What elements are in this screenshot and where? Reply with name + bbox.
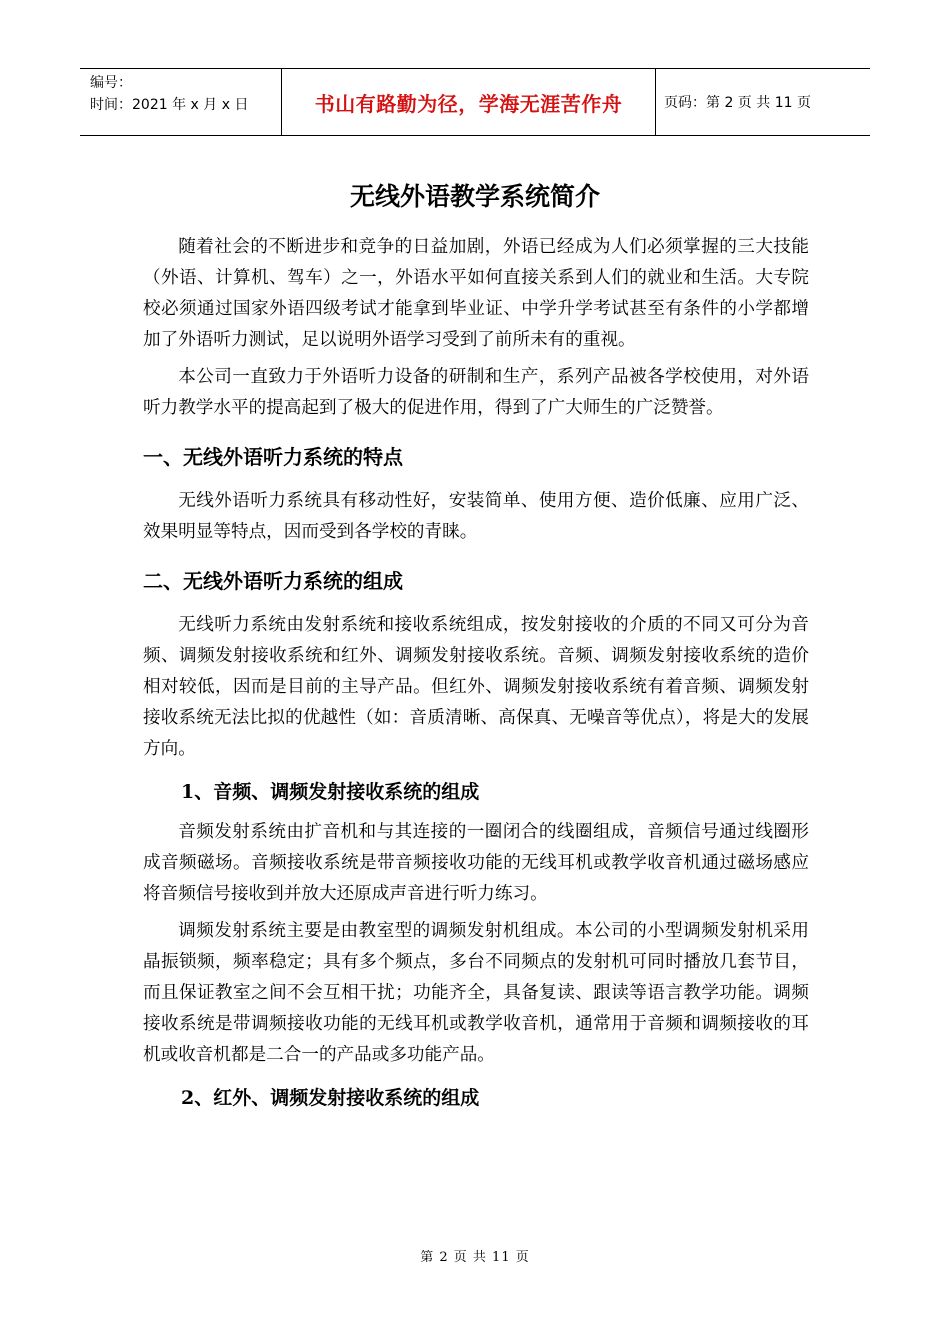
- section-heading: 一、无线外语听力系统的特点: [143, 445, 403, 469]
- page-footer: 第 2 页 共 11 页: [420, 1250, 530, 1265]
- intro-paragraph: 随着社会的不断进步和竞争的日益加剧，外语已经成为人们必须掌握的三大技能（外语、计算机、驾车）之一，外语水平如何直接关系到人们的就业和生活。大专院校必须通过国家外语四级考试才能拿到毕业证、中学升学考试甚至有条件的小学都增加了外语听力测试，足以说明外语学习受到了前所未有的重视。: [143, 237, 809, 350]
- document-title: 无线外语教学系统简介: [349, 182, 600, 211]
- section-heading: 二、无线外语听力系统的组成: [143, 569, 403, 593]
- header-page-info: 页码：第 2 页 共 11 页: [664, 95, 811, 111]
- subsection-paragraph: 音频发射系统由扩音机和与其连接的一圈闭合的线圈组成，音频信号通过线圈形成音频磁场。音频接收系统是带音频接收功能的无线耳机或教学收音机通过磁场感应将音频信号接收到并放大还原成声音进行听力练习。: [143, 822, 809, 904]
- section-paragraph: 无线听力系统由发射系统和接收系统组成，按发射接收的介质的不同又可分为音频、调频发射接收系统和红外、调频发射接收系统。音频、调频发射接收系统的造价相对较低，因而是目前的主导产品。但红外、调频发射接收系统有着音频、调频发射接收系统无法比拟的优越性（如：音质清晰、高保真、无噪音等优点），将是大的发展方向。: [143, 615, 809, 759]
- section-paragraph: 无线外语听力系统具有移动性好，安装简单、使用方便、造价低廉、应用广泛、效果明显等特点，因而受到各学校的青睐。: [143, 491, 809, 542]
- header-motto: 书山有路勤为径，学海无涯苦作舟: [281, 69, 656, 135]
- number-label: 编号：: [90, 75, 132, 91]
- header-meta: [80, 69, 281, 135]
- intro-paragraph: 本公司一直致力于外语听力设备的研制和生产，系列产品被各学校使用，对外语听力教学水平的提高起到了极大的促进作用，得到了广大师生的广泛赞誉。: [143, 367, 809, 418]
- date-label: 时间：2021 年 x 月 x 日: [90, 97, 249, 113]
- subsection-paragraph: 调频发射系统主要是由教室型的调频发射机组成。本公司的小型调频发射机采用晶振锁频，频率稳定；具有多个频点，多台不同频点的发射机可同时播放几套节目，而且保证教室之间不会互相干扰；功能齐全，具备复读、跟读等语言教学功能。调频接收系统是带调频接收功能的无线耳机或教学收音机，通常用于音频和调频接收的耳机或收音机都是二合一的产品或多功能产品。: [143, 921, 809, 1065]
- subsection-heading: 1、音频、调频发射接收系统的组成: [181, 781, 480, 803]
- subsection-heading: 2、红外、调频发射接收系统的组成: [181, 1087, 480, 1109]
- page-header: [80, 68, 870, 136]
- document-body: [143, 232, 809, 1123]
